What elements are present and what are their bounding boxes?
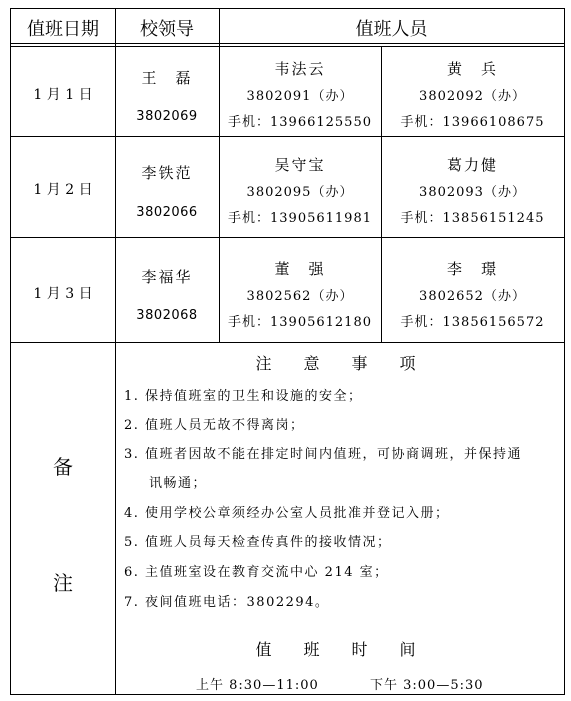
staff-mobile: 手机：13966125550: [228, 115, 372, 130]
notes-title: 注 意 事 项: [255, 354, 424, 373]
leader-name: 李福华: [141, 268, 193, 286]
staff-office-phone: 3802093（办）: [419, 185, 526, 200]
staff-name: 李 璟: [446, 260, 498, 278]
staff-office-phone: 3802092（办）: [419, 89, 526, 104]
row-date: 1 月 1 日: [33, 87, 93, 103]
duty-time-morning: 上午 8:30—11:00: [196, 678, 319, 693]
row-divider-3: [11, 342, 564, 343]
staff-name: 董 强: [274, 260, 326, 278]
leader-name: 王 磊: [141, 69, 193, 87]
remarks-label-top: 备: [53, 455, 73, 479]
staff-name: 吴守宝: [274, 156, 326, 174]
row-date: 1 月 2 日: [33, 182, 93, 198]
staff-office-phone: 3802652（办）: [419, 289, 526, 304]
staff-mobile: 手机：13966108675: [400, 115, 545, 130]
leader-phone: 3802068: [136, 308, 198, 323]
staff-mobile: 手机：13856156572: [400, 315, 545, 330]
header-date: 值班日期: [27, 19, 99, 40]
note-item: 6. 主值班室设在教育交流中心 214 室；: [124, 565, 389, 580]
staff-office-phone: 3802095（办）: [246, 185, 354, 200]
note-item: 7. 夜间值班电话：3802294。: [124, 595, 330, 610]
staff-office-phone: 3802091（办）: [246, 89, 354, 104]
remarks-label-bottom: 注: [53, 571, 73, 595]
row-divider-2: [11, 237, 564, 238]
note-item: 1. 保持值班室的卫生和设施的安全；: [124, 389, 363, 404]
staff-name: 黄 兵: [446, 60, 498, 78]
note-item-continued: 讯畅通；: [149, 476, 208, 491]
staff-name: 葛力健: [446, 156, 498, 174]
staff-office-phone: 3802562（办）: [246, 289, 354, 304]
leader-phone: 3802066: [136, 205, 198, 220]
row-date: 1 月 3 日: [33, 286, 93, 302]
note-item: 2. 值班人员无故不得离岗；: [124, 418, 305, 433]
staff-mobile: 手机：13856151245: [400, 211, 545, 226]
duty-time-afternoon: 下午 3:00—5:30: [370, 678, 484, 693]
staff-mobile: 手机：13905612180: [228, 315, 372, 330]
header-divider: [11, 43, 564, 47]
header-leader: 校领导: [140, 19, 194, 40]
note-item: 3. 值班者因故不能在排定时间内值班，可协商调班，并保持通: [124, 447, 523, 462]
leader-phone: 3802069: [136, 109, 198, 124]
note-item: 4. 使用学校公章须经办公室人员批准并登记入册；: [124, 506, 450, 521]
note-item: 5. 值班人员每天检查传真件的接收情况；: [124, 535, 392, 550]
header-staff: 值班人员: [355, 19, 428, 40]
staff-name: 韦法云: [274, 60, 326, 78]
staff-mobile: 手机：13905611981: [228, 211, 372, 226]
leader-name: 李铁范: [141, 164, 193, 182]
duty-time-title: 值 班 时 间: [255, 640, 424, 659]
row-divider-1: [11, 136, 564, 137]
duty-roster-table: [10, 8, 565, 695]
